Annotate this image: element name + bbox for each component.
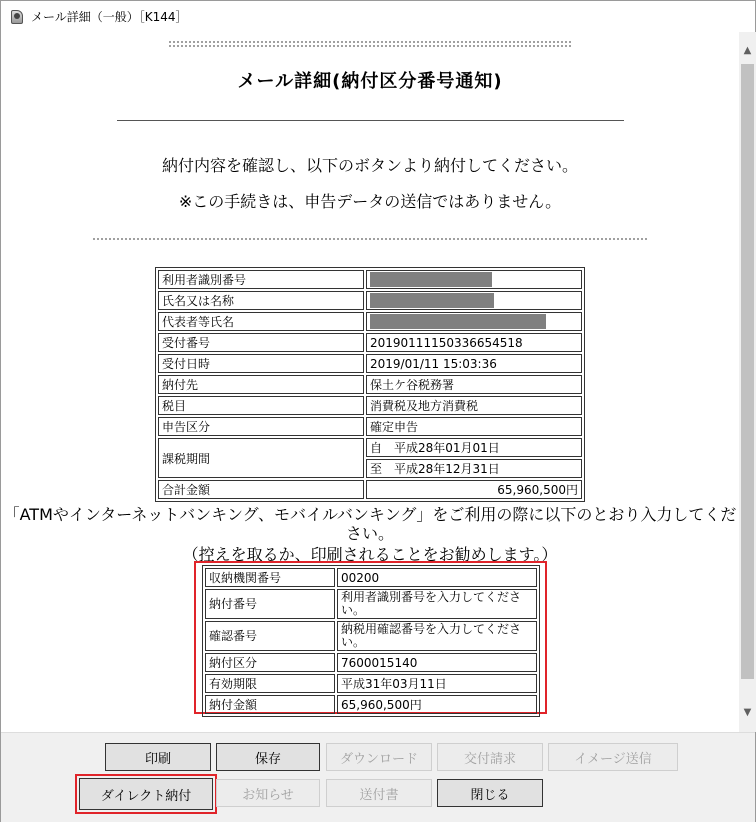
- divider-solid: [117, 120, 624, 121]
- scroll-down-icon[interactable]: ▼: [743, 707, 752, 718]
- content-area: [1, 32, 739, 732]
- divider-dotted: [169, 45, 571, 47]
- direct-payment-button[interactable]: ダイレクト納付: [79, 778, 213, 810]
- issue-request-button[interactable]: 交付請求: [437, 743, 543, 771]
- info-label: 利用者識別番号: [158, 270, 364, 289]
- info-label: 合計金額: [158, 480, 364, 499]
- window-title: メール詳細（一般）［K144］: [31, 10, 188, 24]
- info-value: 2019/01/11 15:03:36: [366, 354, 582, 373]
- divider-dotted: [169, 41, 571, 43]
- info-row: [158, 375, 582, 394]
- info-row-total: [158, 480, 582, 499]
- payment-value: 利用者識別番号を入力してください。: [337, 589, 537, 619]
- payment-label: 納付区分: [205, 653, 335, 672]
- payment-value: 65,960,500円: [337, 695, 537, 714]
- info-label: 受付番号: [158, 333, 364, 352]
- payment-row: [205, 674, 537, 693]
- button-bar: [1, 732, 755, 822]
- payment-row: [205, 589, 537, 619]
- payment-row: [205, 653, 537, 672]
- divider-dotted: [93, 238, 647, 240]
- payment-value: 納税用確認番号を入力してください。: [337, 621, 537, 651]
- payment-table: [202, 565, 540, 717]
- title-bar: [1, 1, 755, 32]
- info-row: [158, 354, 582, 373]
- info-row: [158, 333, 582, 352]
- info-row: [158, 312, 582, 331]
- info-row: [158, 396, 582, 415]
- info-table: [155, 267, 585, 502]
- info-label: 納付先: [158, 375, 364, 394]
- save-button[interactable]: 保存: [216, 743, 320, 771]
- info-row: [158, 417, 582, 436]
- close-button[interactable]: 閉じる: [437, 779, 543, 807]
- atm-recommendation: （控えを取るか、印刷されることをお勧めします。）: [182, 545, 558, 564]
- payment-label: 納付番号: [205, 589, 335, 619]
- instruction-line-2: ※この手続きは、申告データの送信ではありません。: [178, 192, 562, 211]
- period-to: 至 平成28年12月31日: [366, 459, 582, 478]
- download-button[interactable]: ダウンロード: [326, 743, 432, 771]
- print-button[interactable]: 印刷: [105, 743, 211, 771]
- info-row: [158, 291, 582, 310]
- scroll-thumb[interactable]: [741, 64, 754, 679]
- redaction-mask: [370, 314, 546, 329]
- period-from: 自 平成28年01月01日: [366, 438, 582, 457]
- info-label: 申告区分: [158, 417, 364, 436]
- vertical-scrollbar[interactable]: [739, 32, 756, 732]
- payment-row: [205, 695, 537, 714]
- payment-value: 00200: [337, 568, 537, 587]
- notice-button[interactable]: お知らせ: [216, 779, 320, 807]
- atm-instruction: 「ATMやインターネットバンキング、モバイルバンキング」をご利用の際に以下のとおり入力してください。: [3, 505, 737, 543]
- payment-label: 有効期限: [205, 674, 335, 693]
- info-value: [366, 312, 582, 331]
- cover-letter-button[interactable]: 送付書: [326, 779, 432, 807]
- payment-value: 7600015140: [337, 653, 537, 672]
- info-value: [366, 291, 582, 310]
- payment-row: [205, 568, 537, 587]
- scroll-up-icon[interactable]: ▲: [743, 45, 752, 56]
- info-row-period: [158, 438, 582, 457]
- payment-label: 収納機関番号: [205, 568, 335, 587]
- payment-label: 納付金額: [205, 695, 335, 714]
- info-value: 消費税及地方消費税: [366, 396, 582, 415]
- payment-row: [205, 621, 537, 651]
- info-label: 氏名又は名称: [158, 291, 364, 310]
- info-value: 保土ケ谷税務署: [366, 375, 582, 394]
- info-value: [366, 270, 582, 289]
- total-amount: 65,960,500円: [366, 480, 582, 499]
- payment-label: 確認番号: [205, 621, 335, 651]
- info-row: [158, 270, 582, 289]
- redaction-mask: [370, 293, 494, 308]
- info-value: 確定申告: [366, 417, 582, 436]
- info-label: 課税期間: [158, 438, 364, 478]
- info-label: 税目: [158, 396, 364, 415]
- info-value: 20190111150336654518: [366, 333, 582, 352]
- info-label: 代表者等氏名: [158, 312, 364, 331]
- info-label: 受付日時: [158, 354, 364, 373]
- page-heading: メール詳細(納付区分番号通知): [237, 71, 503, 92]
- payment-value: 平成31年03月11日: [337, 674, 537, 693]
- instruction-line-1: 納付内容を確認し、以下のボタンより納付してください。: [161, 156, 578, 175]
- image-send-button[interactable]: イメージ送信: [548, 743, 678, 771]
- app-icon: [9, 9, 25, 25]
- redaction-mask: [370, 272, 492, 287]
